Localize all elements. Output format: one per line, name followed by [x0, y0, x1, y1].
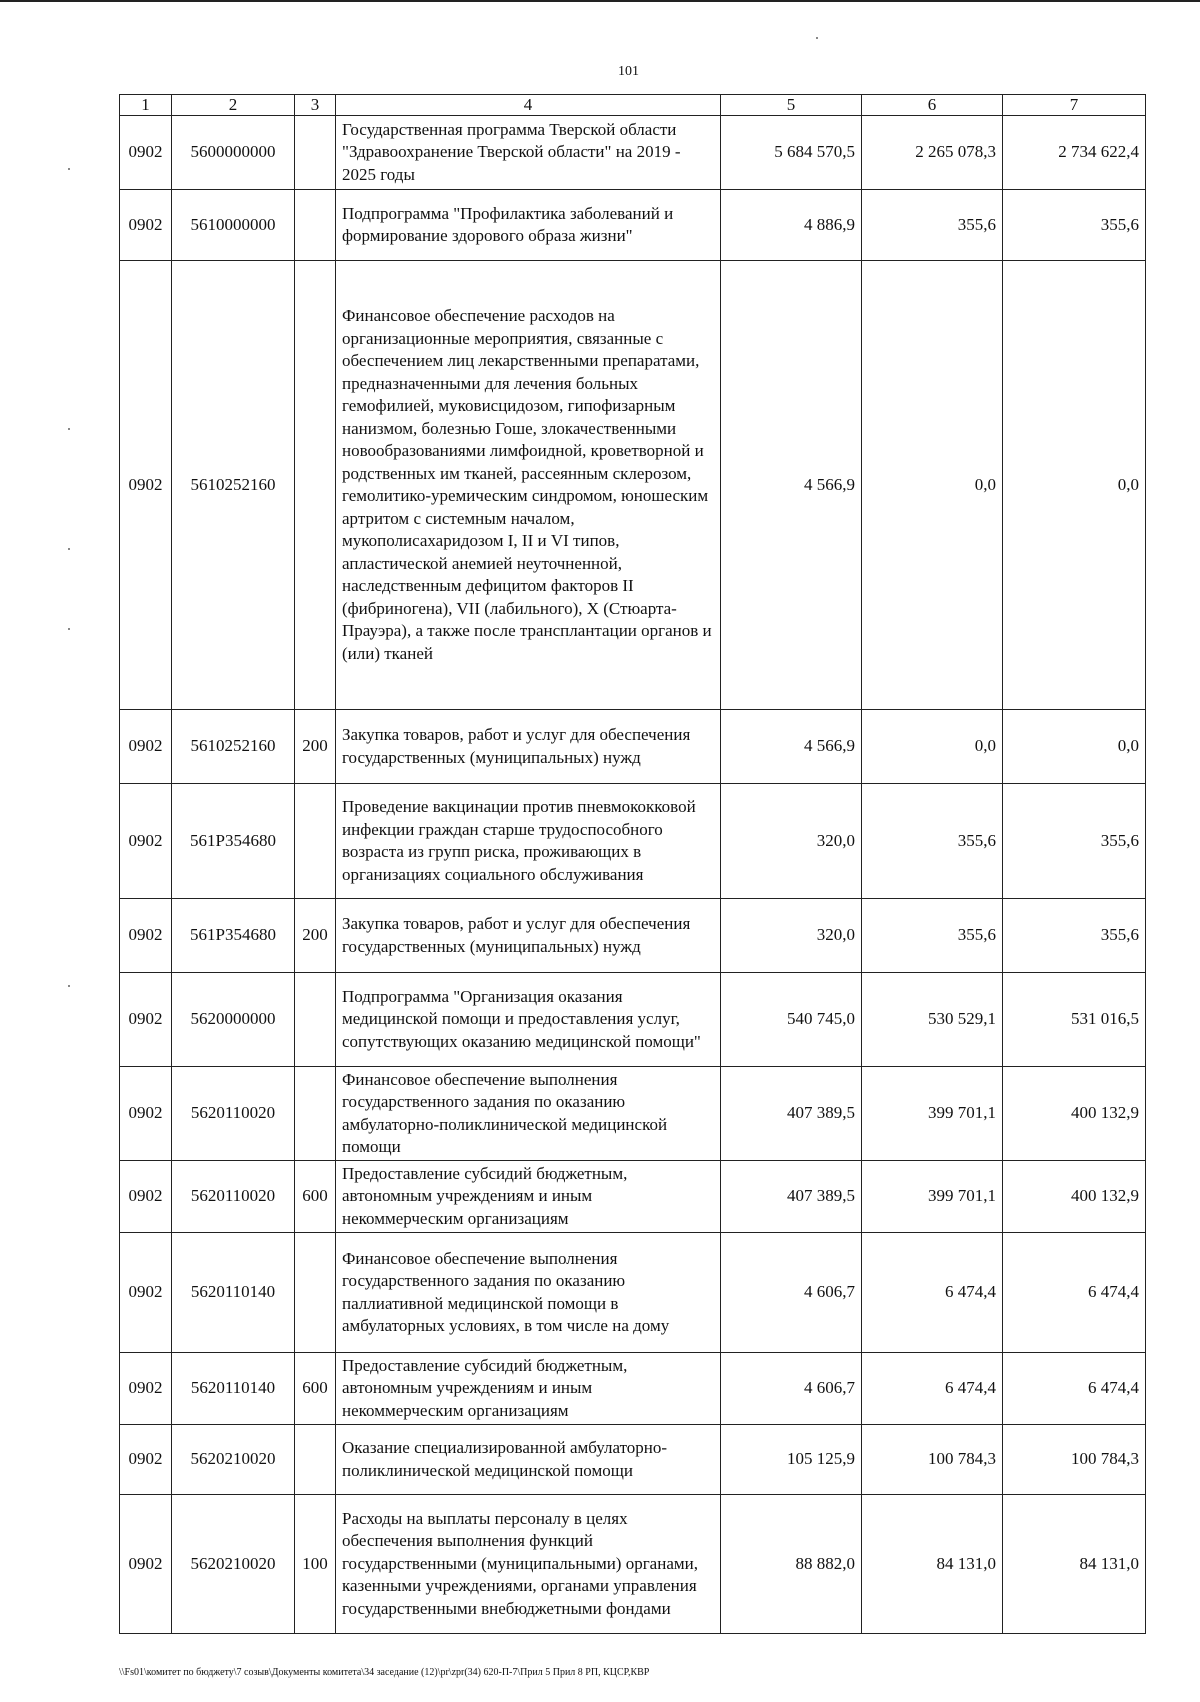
table-row: [120, 710, 1146, 784]
amount-col6-cell: 530 529,1: [862, 973, 1003, 1067]
amount-col6-cell: 355,6: [862, 784, 1003, 899]
section-code-cell: 0902: [120, 710, 172, 784]
amount-col6-cell: 355,6: [862, 190, 1003, 261]
section-code-cell: 0902: [120, 261, 172, 710]
table-row: [120, 116, 1146, 190]
description-cell: Подпрограмма "Организация оказания медицинской помощи и предоставления услуг, сопутствующих оказанию медицинской помощи": [336, 973, 721, 1067]
amount-col5-cell: 5 684 570,5: [721, 116, 862, 190]
amount-col6-cell: 0,0: [862, 261, 1003, 710]
expense-type-cell: [295, 116, 336, 190]
description-cell: Предоставление субсидий бюджетным, автономным учреждениям и иным некоммерческим организациям: [336, 1161, 721, 1233]
amount-col5-cell: 4 566,9: [721, 261, 862, 710]
description-cell: Предоставление субсидий бюджетным, автономным учреждениям и иным некоммерческим организациям: [336, 1353, 721, 1425]
header-cell-1: 1: [120, 95, 172, 116]
expense-type-cell: 600: [295, 1353, 336, 1425]
amount-col7-cell: 400 132,9: [1003, 1161, 1146, 1233]
description-cell: Закупка товаров, работ и услуг для обеспечения государственных (муниципальных) нужд: [336, 710, 721, 784]
description-cell: Финансовое обеспечение выполнения государственного задания по оказанию амбулаторно-поликлинической медицинской помощи: [336, 1067, 721, 1161]
amount-col5-cell: 88 882,0: [721, 1495, 862, 1634]
amount-col7-cell: 355,6: [1003, 784, 1146, 899]
amount-col7-cell: 400 132,9: [1003, 1067, 1146, 1161]
amount-col7-cell: 355,6: [1003, 190, 1146, 261]
section-code-cell: 0902: [120, 116, 172, 190]
description-cell: Подпрограмма "Профилактика заболеваний и формирование здорового образа жизни": [336, 190, 721, 261]
amount-col6-cell: 399 701,1: [862, 1161, 1003, 1233]
amount-col7-cell: 2 734 622,4: [1003, 116, 1146, 190]
section-code-cell: 0902: [120, 1495, 172, 1634]
table-row: [120, 1233, 1146, 1353]
amount-col5-cell: 407 389,5: [721, 1161, 862, 1233]
target-item-code-cell: 561P354680: [172, 899, 295, 973]
table-row: [120, 1353, 1146, 1425]
expense-type-cell: [295, 190, 336, 261]
header-cell-3: 3: [295, 95, 336, 116]
scan-speck: [68, 628, 70, 630]
scan-speck: [68, 168, 70, 170]
target-item-code-cell: 5620110140: [172, 1353, 295, 1425]
description-cell: Расходы на выплаты персоналу в целях обеспечения выполнения функций государственными (муниципальными) органами, казенными учреждениями, органами управления государственными внебюджетными фондами: [336, 1495, 721, 1634]
expense-type-cell: [295, 973, 336, 1067]
amount-col6-cell: 100 784,3: [862, 1425, 1003, 1495]
section-code-cell: 0902: [120, 1161, 172, 1233]
section-code-cell: 0902: [120, 1425, 172, 1495]
expense-type-cell: [295, 1425, 336, 1495]
expense-type-cell: [295, 261, 336, 710]
scan-speck: [68, 548, 70, 550]
description-cell: Закупка товаров, работ и услуг для обеспечения государственных (муниципальных) нужд: [336, 899, 721, 973]
target-item-code-cell: 5620210020: [172, 1495, 295, 1634]
amount-col7-cell: 0,0: [1003, 261, 1146, 710]
target-item-code-cell: 5610252160: [172, 710, 295, 784]
table-row: [120, 784, 1146, 899]
amount-col5-cell: 320,0: [721, 899, 862, 973]
table-row: [120, 1067, 1146, 1161]
amount-col6-cell: 84 131,0: [862, 1495, 1003, 1634]
amount-col7-cell: 0,0: [1003, 710, 1146, 784]
section-code-cell: 0902: [120, 1067, 172, 1161]
header-cell-4: 4: [336, 95, 721, 116]
table-row: [120, 1161, 1146, 1233]
header-cell-7: 7: [1003, 95, 1146, 116]
amount-col6-cell: 6 474,4: [862, 1233, 1003, 1353]
amount-col7-cell: 531 016,5: [1003, 973, 1146, 1067]
section-code-cell: 0902: [120, 1353, 172, 1425]
expense-type-cell: 600: [295, 1161, 336, 1233]
expense-type-cell: [295, 1067, 336, 1161]
amount-col6-cell: 0,0: [862, 710, 1003, 784]
scan-speck: [68, 428, 70, 430]
amount-col6-cell: 355,6: [862, 899, 1003, 973]
budget-table: [119, 94, 1146, 1634]
target-item-code-cell: 5620110020: [172, 1067, 295, 1161]
target-item-code-cell: 5620110020: [172, 1161, 295, 1233]
description-cell: Финансовое обеспечение расходов на организационные мероприятия, связанные с обеспечением лиц лекарственными препаратами, предназначенными для лечения больных гемофилией, муковисцидозом, гипофизарным нанизмом, болезнью Гоше, злокачественными новообразованиями лимфоидной, кроветворной и родственных им тканей, рассеянным склерозом, гемолитико-уремическим синдромом, юношеским артритом с системным началом, мукополисахаридозом I, II и VI типов, апластической анемией неуточненной, наследственным дефицитом факторов II (фибриногена), VII (лабильного), X (Стюарта-Прауэра), а также после трансплантации органов и (или) тканей: [336, 261, 721, 710]
target-item-code-cell: 5620210020: [172, 1425, 295, 1495]
amount-col5-cell: 4 566,9: [721, 710, 862, 784]
target-item-code-cell: 5620000000: [172, 973, 295, 1067]
amount-col6-cell: 6 474,4: [862, 1353, 1003, 1425]
description-cell: Оказание специализированной амбулаторно-поликлинической медицинской помощи: [336, 1425, 721, 1495]
page-number: 101: [618, 64, 639, 79]
header-cell-5: 5: [721, 95, 862, 116]
amount-col7-cell: 100 784,3: [1003, 1425, 1146, 1495]
amount-col5-cell: 407 389,5: [721, 1067, 862, 1161]
scan-speck: [816, 37, 818, 39]
table-row: [120, 190, 1146, 261]
amount-col7-cell: 6 474,4: [1003, 1233, 1146, 1353]
header-cell-2: 2: [172, 95, 295, 116]
page-top-border: [0, 0, 1200, 2]
expense-type-cell: [295, 784, 336, 899]
expense-type-cell: [295, 1233, 336, 1353]
amount-col5-cell: 4 606,7: [721, 1233, 862, 1353]
target-item-code-cell: 5610000000: [172, 190, 295, 261]
target-item-code-cell: 5610252160: [172, 261, 295, 710]
amount-col5-cell: 4 606,7: [721, 1353, 862, 1425]
target-item-code-cell: 5600000000: [172, 116, 295, 190]
amount-col7-cell: 84 131,0: [1003, 1495, 1146, 1634]
expense-type-cell: 200: [295, 710, 336, 784]
table-row: [120, 1495, 1146, 1634]
amount-col6-cell: 399 701,1: [862, 1067, 1003, 1161]
amount-col7-cell: 355,6: [1003, 899, 1146, 973]
section-code-cell: 0902: [120, 190, 172, 261]
table-row: [120, 1425, 1146, 1495]
table-header-row: [120, 95, 1146, 116]
header-cell-6: 6: [862, 95, 1003, 116]
footer-file-path: \\Fs01\комитет по бюджету\7 созыв\Документы комитета\34 заседание (12)\pr\zpr(34) 620-П-7\Прил 5 Прил 8 РП, КЦСР,КВР: [119, 1667, 650, 1678]
amount-col5-cell: 540 745,0: [721, 973, 862, 1067]
expense-type-cell: 100: [295, 1495, 336, 1634]
section-code-cell: 0902: [120, 899, 172, 973]
section-code-cell: 0902: [120, 1233, 172, 1353]
table-row: [120, 261, 1146, 710]
target-item-code-cell: 561P354680: [172, 784, 295, 899]
description-cell: Финансовое обеспечение выполнения государственного задания по оказанию паллиативной медицинской помощи в амбулаторных условиях, в том числе на дому: [336, 1233, 721, 1353]
amount-col5-cell: 4 886,9: [721, 190, 862, 261]
amount-col5-cell: 105 125,9: [721, 1425, 862, 1495]
section-code-cell: 0902: [120, 973, 172, 1067]
description-cell: Проведение вакцинации против пневмококковой инфекции граждан старше трудоспособного возраста из групп риска, проживающих в организациях социального обслуживания: [336, 784, 721, 899]
scan-speck: [68, 985, 70, 987]
expense-type-cell: 200: [295, 899, 336, 973]
table-row: [120, 899, 1146, 973]
amount-col6-cell: 2 265 078,3: [862, 116, 1003, 190]
amount-col7-cell: 6 474,4: [1003, 1353, 1146, 1425]
target-item-code-cell: 5620110140: [172, 1233, 295, 1353]
table-row: [120, 973, 1146, 1067]
description-cell: Государственная программа Тверской области "Здравоохранение Тверской области" на 2019 - 2025 годы: [336, 116, 721, 190]
section-code-cell: 0902: [120, 784, 172, 899]
amount-col5-cell: 320,0: [721, 784, 862, 899]
